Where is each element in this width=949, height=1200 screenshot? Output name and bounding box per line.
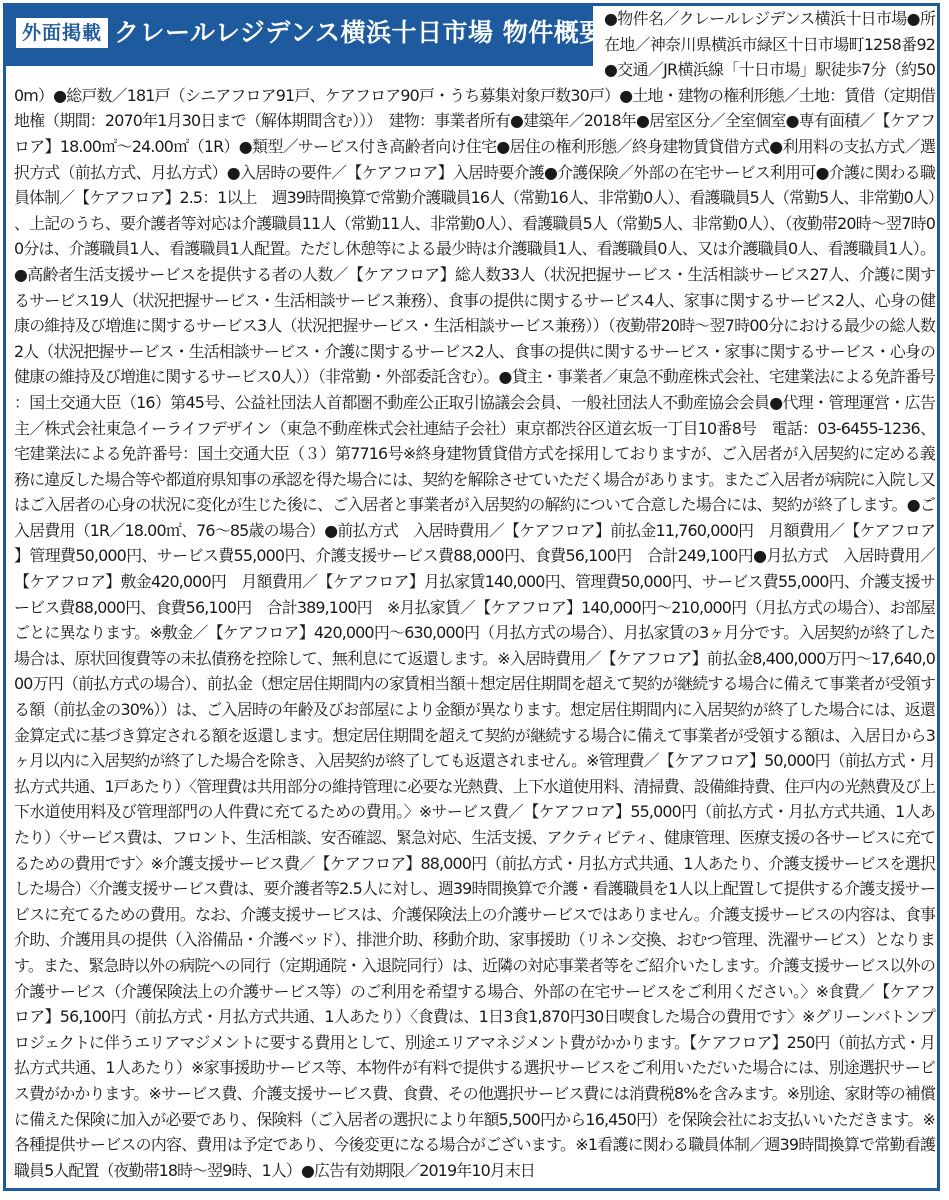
- external-listing-badge: 外面掲載: [16, 18, 108, 48]
- title-bar: [6, 6, 605, 66]
- property-details-paragraph: ●物件名／クレールレジデンス横浜十日市場●所在地／神奈川県横浜市緑区十日市場町1258番92●交通／JR横浜線「十日市場」駅徒歩7分（約500m）●総戸数／181戸（シニアフロア91戸、ケアフロア90戸・うち募集対象戸数30戸）●土地・建物の権利形態／土地：賃借（定期借地権（期間：2070年1月30日まで（解体期間含む））） 建物：事業者所有●建築年／2018年●居室区分／全室個室●専有面積／【ケアフロア】18.00㎡～24.00㎡（1R）●類型／サービス付き高齢者向け住宅●居住の権利形態／終身建物賃貸借方式●利用料の支払方式／選択方式（前払方式、月払方式）●入居時の要件／【ケアフロア】入居時要介護●介護保険／外部の在宅サービス利用可●介護に関わる職員体制／【ケアフロア】2.5：1以上 週39時間換算で常勤介護職員16人（常勤16人、非常勤0人）、看護職員5人（常勤5人、非常勤0人）、上記のうち、要介護者等対応は介護職員11人（常勤11人、非常勤0人）、看護職員5人（常勤5人、非常勤0人）、（夜勤帯20時～翌7時00分は、介護職員1人、看護職員1人配置。ただし休憩等による最少時は介護職員1人、看護職員0人、又は介護職員0人、看護職員1人）。●高齢者生活支援サービスを提供する者の人数／【ケアフロア】総人数33人（状況把握サービス・生活相談サービス27人、介護に関するサービス19人（状況把握サービス・生活相談サービス兼務）、食事の提供に関するサービス4人、家事に関するサービス2人、心身の健康の維持及び増進に関するサービス3人（状況把握サービス・生活相談サービス兼務））（夜勤帯20時～翌7時00分における最少の総人数2人（状況把握サービス・生活相談サービス・介護に関するサービス2人、食事の提供に関するサービス・家事に関するサービス・心身の健康の維持及び増進に関するサービス0人））（非常勤・外部委託含む）。●貸主・事業者／東急不動産株式会社、宅建業法による免許番号：国土交通大臣（16）第45号、公益社団法人首都圏不動産公正取引協議会会員、一般社団法人不動産協会会員●代理・管理運営・広告主／株式会社東急イーライフデザイン（東急不動産株式会社連結子会社）東京都渋谷区道玄坂一丁目10番8号 電話：03-6455-1236、宅建業法による免許番号：国土交通大臣（３）第7716号※終身建物賃貸借方式を採用しておりますが、ご入居者が入居契約に定める義務に違反した場合等や都道府県知事の承認を得た場合には、契約を解除させていただく場合があります。またご入居者が病院に入院し又はご入居者の心身の状況に変化が生じた後に、ご入居者と事業者が入居契約の解約について合意した場合には、契約が終了します。●ご入居費用（1R／18.00㎡、76～85歳の場合）●前払方式 入居時費用／【ケアフロア】前払金11,760,000円 月額費用／【ケアフロア】管理費50,000円、サービス費55,000円、介護支援サービス費88,000円、食費56,100円 合計249,100円●月払方式 入居時費用／【ケアフロア】敷金420,000円 月額費用／【ケアフロア】月払家賃140,000円、管理費50,000円、サービス費55,000円、介護支援サービス費88,000円、食費56,100円 合計389,100円 ※月払家賃／【ケアフロア】140,000円～210,000円（月払方式の場合）、お部屋ごとに異なります。※敷金／【ケアフロア】420,000円～630,000円（月払方式の場合）、月払家賃の3ヶ月分です。入居契約が終了した場合は、原状回復費等の未払債務を控除して、無利息にて返還します。※入居時費用／【ケアフロア】前払金8,400,000万円～17,640,000万円（前払方式の場合）、前払金（想定居住期間内の家賃相当額＋想定居住期間を超えて契約が継続する場合に備えて事業者が受領する額（前払金の30%））は、ご入居時の年齢及びお部屋により金額が異なります。想定居住期間内に入居契約が終了した場合には、返還金算定式に基づき算定される額を返還します。想定居住期間を超えて契約が継続する場合に備えて事業者が受領する額は、入居日から3ヶ月以内に入居契約が終了した場合を除き、入居契約が終了しても返還されません。※管理費／【ケアフロア】50,000円（前払方式・月払方式共通、1戸あたり）〈管理費は共用部分の維持管理に必要な光熱費、上下水道使用料、清掃費、設備維持費、住戸内の光熱費及び上下水道使用料及び管理部門の人件費に充てるための費用。〉※サービス費／【ケアフロア】55,000円（前払方式・月払方式共通、1人あたり）〈サービス費は、フロント、生活相談、安否確認、緊急対応、生活支援、アクティビティ、健康管理、医療支援の各サービスに充てるための費用です〉※介護支援サービス費／【ケアフロア】88,000円（前払方式・月払方式共通、1人あたり、介護支援サービスを選択した場合）〈介護支援サービス費は、要介護者等2.5人に対し、週39時間換算で介護・看護職員を1人以上配置して提供する介護支援サービスに充てるための費用。なお、介護支援サービスは、介護保険法上の介護サービスではありません。介護支援サービスの内容は、食事介助、介護用具の提供（入浴備品・介護ベッド）、排泄介助、移動介助、家事援助（リネン交換、おむつ管理、洗濯サービス）となります。また、緊急時以外の病院への同行（定期通院・入退院同行）は、近隣の対応事業者等をご紹介いたします。介護支援サービス以外の介護サービス（介護保険法上の介護サービス等）のご利用を希望する場合、外部の在宅サービスをご利用ください。〉※食費／【ケアフロア】56,100円（前払方式・月払方式共通、1人あたり）〈食費は、1日3食1,870円30日喫食した場合の費用です〉※グリーンバトンプロジェクトに伴うエリアマジメントに要する費用として、別途エリアマネジメント費がかかります。【ケアフロア】250円（前払方式・月払方式共通、1人あたり）※家事援助サービス等、本物件が有料で提供する選択サービスをご利用いただいた場合には、別途選択サービス費がかかります。※サービス費、介護支援サービス費、食費、その他選択サービス費には消費税8%を含みます。※別途、家財等の補償に備えた保険に加入が必要であり、保険料（ご入居者の選択により年額5,500円から16,450円）を保険会社にお支払いいただきます。※各種提供サービスの内容、費用は予定であり、今後変更になる場合がございます。※1看護に関わる職員体制／週39時間換算で常勤看護職員5人配置（夜勤帯18時～翌9時、1人）●広告有効期限／2019年10月末日: [14, 9, 935, 1180]
- property-details-text-block: [6, 6, 937, 1183]
- page-title: クレールレジデンス横浜十日市場 物件概要: [114, 18, 605, 47]
- property-overview-panel: [3, 3, 940, 1191]
